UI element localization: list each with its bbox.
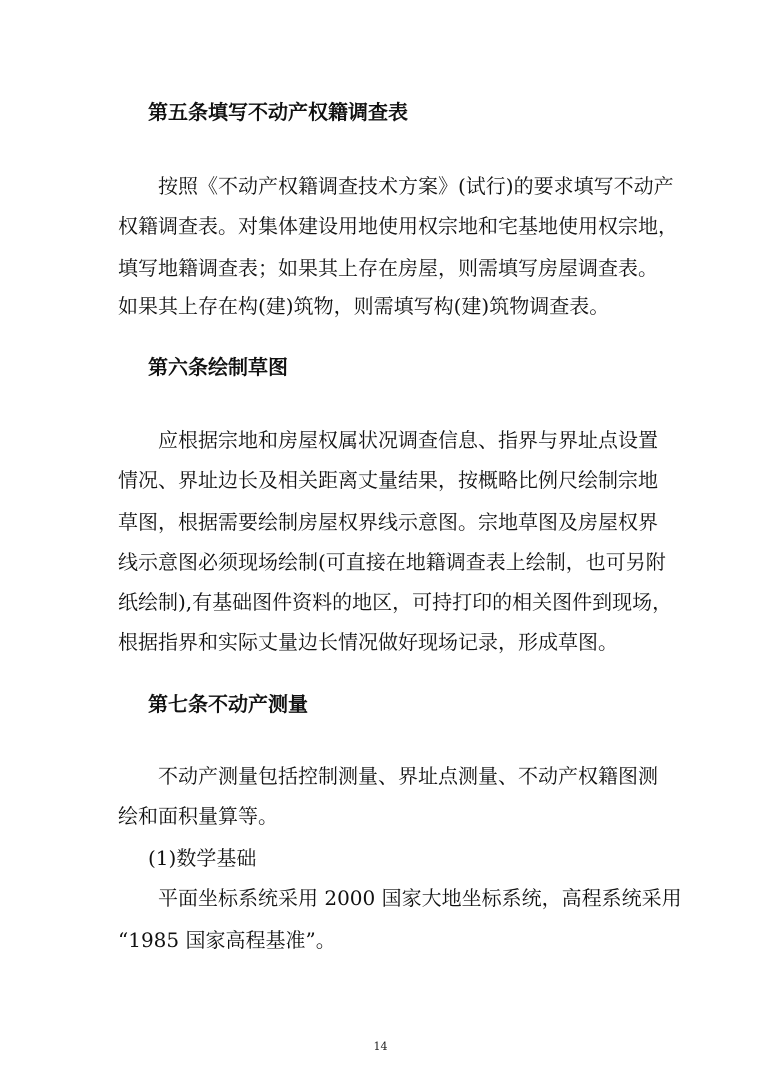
section-6-line-6: 根据指界和实际丈量边长情况做好现场记录，形成草图。 [118, 630, 618, 654]
section-5-line-4: 如果其上存在构(建)筑物，则需填写构(建)筑物调查表。 [118, 294, 610, 318]
section-5-line-2: 权籍调查表。对集体建设用地使用权宗地和宅基地使用权宗地， [118, 214, 678, 238]
section-7-line-4: “1985 国家高程基准”。 [118, 928, 336, 952]
section-7-line-3: 平面坐标系统采用 2000 国家大地坐标系统，高程系统采用 [158, 886, 682, 910]
section-5-line-1: 按照《不动产权籍调查技术方案》(试行)的要求填写不动产 [158, 174, 674, 198]
section-6-heading: 第六条绘制草图 [148, 355, 288, 379]
section-7-subheading: (1)数学基础 [148, 846, 257, 870]
section-6-line-3: 草图，根据需要绘制房屋权界线示意图。宗地草图及房屋权界 [118, 510, 658, 534]
section-5-line-3: 填写地籍调查表；如果其上存在房屋，则需填写房屋调查表。 [118, 256, 658, 280]
section-7-heading: 第七条不动产测量 [148, 692, 308, 716]
section-6-line-4: 线示意图必须现场绘制(可直接在地籍调查表上绘制，也可另附 [118, 550, 666, 574]
page-number: 14 [373, 1040, 388, 1053]
section-7-line-2: 绘和面积量算等。 [118, 804, 278, 828]
section-5-heading: 第五条填写不动产权籍调查表 [148, 100, 408, 124]
section-7-line-1: 不动产测量包括控制测量、界址点测量、不动产权籍图测 [158, 764, 658, 788]
section-6-line-5: 纸绘制),有基础图件资料的地区，可持打印的相关图件到现场， [118, 590, 673, 614]
section-6-line-1: 应根据宗地和房屋权属状况调查信息、指界与界址点设置 [158, 428, 658, 452]
section-6-line-2: 情况、界址边长及相关距离丈量结果，按概略比例尺绘制宗地 [118, 468, 658, 492]
